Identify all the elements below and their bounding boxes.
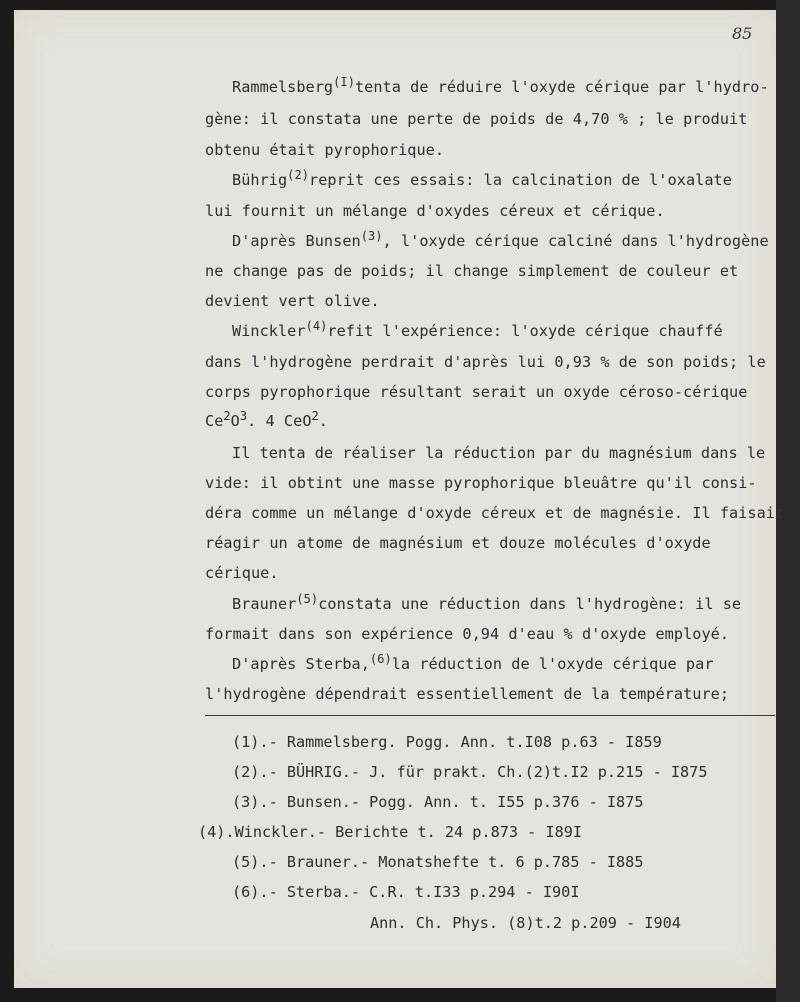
text-line: Bührig$^{(2)}$reprit ces essais: la calcination de l'oxalate bbox=[232, 168, 732, 189]
text-line: corps pyrophorique résultant serait un oxyde céroso-cérique bbox=[205, 383, 748, 401]
text-line: gène: il constata une perte de poids de 4,70 % ; le produit bbox=[205, 110, 748, 128]
footnote: (5).- Brauner.- Monatshefte t. 6 p.785 - I885 bbox=[232, 853, 644, 871]
text-line: Winckler$^{(4)}$refit l'expérience: l'oxyde cérique chauffé bbox=[232, 319, 723, 340]
chemical-formula: $Ce^2O^3$. 4 CeO$^2$. bbox=[205, 409, 328, 430]
text-line: cérique. bbox=[205, 564, 279, 582]
text-line: déra comme un mélange d'oxyde céreux et de magnésie. Il faisait bbox=[205, 504, 785, 522]
text-line: devient vert olive. bbox=[205, 292, 380, 310]
text-line: lui fournit un mélange d'oxydes céreux et cérique. bbox=[205, 202, 665, 220]
text-line: Il tenta de réaliser la réduction par du magnésium dans le bbox=[232, 444, 766, 462]
text-line: dans l'hydrogène perdrait d'après lui 0,93 % de son poids; le bbox=[205, 353, 766, 371]
text-line: D'après Sterba,$^{(6)}$la réduction de l'oxyde cérique par bbox=[232, 652, 714, 673]
text-line: vide: il obtint une masse pyrophorique bleuâtre qu'il consi- bbox=[205, 474, 757, 492]
text-line: formait dans son expérience 0,94 d'eau % d'oxyde employé. bbox=[205, 625, 730, 643]
text-line: obtenu était pyrophorique. bbox=[205, 141, 445, 159]
text-line: l'hydrogène dépendrait essentiellement de la température; bbox=[205, 685, 730, 703]
footnote: (1).- Rammelsberg. Pogg. Ann. t.I08 p.63 - I859 bbox=[232, 733, 662, 751]
footnote: (2).- BÜHRIG.- J. für prakt. Ch.(2)t.I2 p.215 - I875 bbox=[232, 763, 708, 781]
footnote-ref: (2) bbox=[287, 168, 309, 182]
footnote-ref: (I) bbox=[333, 75, 355, 89]
footnote-divider bbox=[205, 715, 775, 716]
footnote-ref: (4) bbox=[305, 319, 328, 333]
text-line: Brauner$^{(5)}$constata une réduction dans l'hydrogène: il se bbox=[232, 592, 742, 613]
text-line: Rammelsberg$^{(I)}$tenta de réduire l'oxyde cérique par l'hydro- bbox=[232, 75, 769, 96]
text-line: ne change pas de poids; il change simplement de couleur et bbox=[205, 262, 739, 280]
footnote: (3).- Bunsen.- Pogg. Ann. t. I55 p.376 - I875 bbox=[232, 793, 644, 811]
text-line: réagir un atome de magnésium et douze molécules d'oxyde bbox=[205, 534, 711, 552]
footnote: Ann. Ch. Phys. (8)t.2 p.209 - I904 bbox=[370, 914, 681, 932]
footnote: (4).Winckler.- Berichte t. 24 p.873 - I89I bbox=[198, 823, 583, 841]
footnote-ref: (3) bbox=[360, 229, 383, 243]
footnote-ref: (5) bbox=[296, 592, 319, 606]
footnote-ref: (6) bbox=[369, 652, 392, 666]
text-line: D'après Bunsen$^{(3)}$, l'oxyde cérique calciné dans l'hydrogène bbox=[232, 229, 769, 250]
page-number: 85 bbox=[732, 24, 753, 43]
scan-border bbox=[776, 0, 800, 1002]
footnote: (6).- Sterba.- C.R. t.I33 p.294 - I90I bbox=[232, 883, 580, 901]
